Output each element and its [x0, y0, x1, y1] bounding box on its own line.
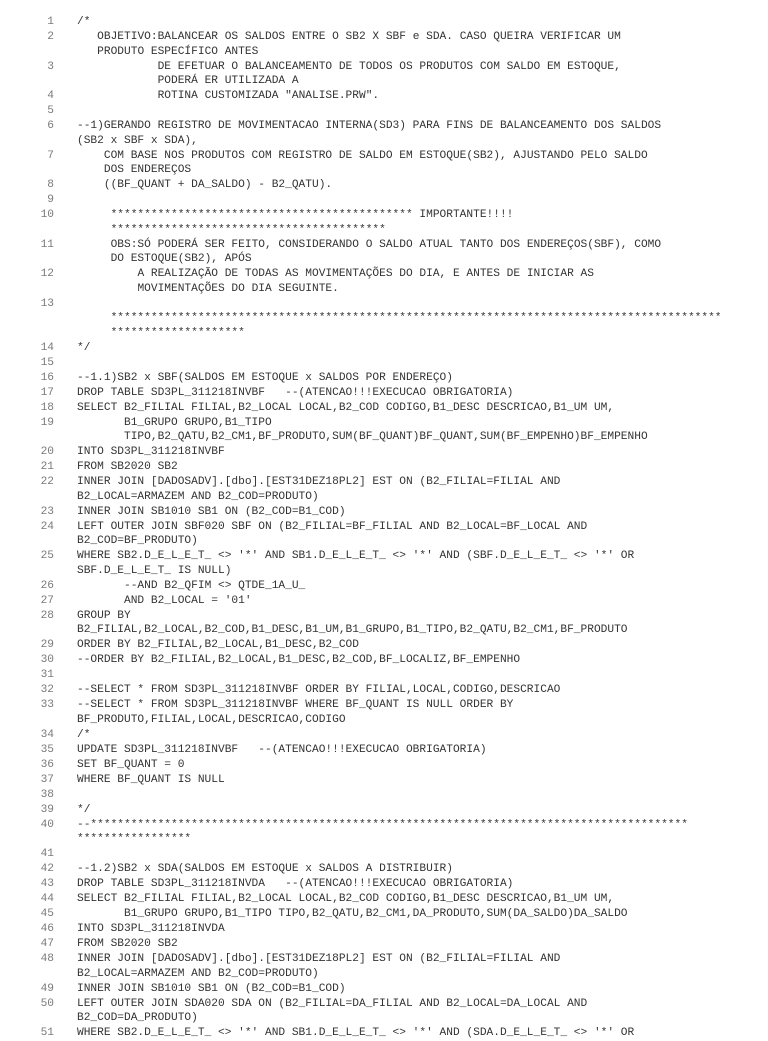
line-number: 15 — [40, 356, 54, 369]
code-line: OBS:SÓ PODERÁ SER FEITO, CONSIDERANDO O SALDO ATUAL TANTO DOS ENDEREÇOS(SBF), COMO DO ESTOQUE(SB2), APÓS — [110, 238, 662, 265]
code-line: GROUP BY B2_FILIAL,B2_LOCAL,B2_COD,B1_DESC,B1_UM,B1_GRUPO,B1_TIPO,B2_QATU,B2_CM1,BF_PRODUTO — [77, 609, 628, 636]
line-number: 33 — [40, 699, 54, 711]
code-line: /* — [77, 16, 91, 28]
line-number: 17 — [40, 386, 54, 399]
code-line: --ORDER BY B2_FILIAL,B2_LOCAL,B1_DESC,B2_COD,BF_LOCALIZ,BF_EMPENHO — [77, 654, 521, 666]
code-line: /* — [77, 728, 91, 741]
line-number: 8 — [47, 179, 54, 191]
line-number: 46 — [40, 923, 54, 935]
line-number: 51 — [40, 1027, 54, 1039]
line-number: 32 — [40, 684, 54, 696]
code-line: DROP TABLE SD3PL_311218INVBF --(ATENCAO!!!EXECUCAO OBRIGATORIA) — [77, 386, 514, 399]
code-line: INNER JOIN SB1010 SB1 ON (B2_COD=B1_COD) — [77, 505, 346, 518]
line-number: 39 — [40, 803, 54, 816]
line-number: 34 — [40, 728, 54, 741]
code-line: UPDATE SD3PL_311218INVBF --(ATENCAO!!!EXECUCAO OBRIGATORIA) — [77, 743, 487, 756]
code-line: ********************************************* IMPORTANTE!!!! ***************************************** — [110, 209, 514, 236]
line-number: 6 — [47, 120, 54, 132]
line-number: 18 — [40, 401, 54, 414]
code-line: COM BASE NOS PRODUTOS COM REGISTRO DE SALDO EM ESTOQUE(SB2), AJUSTANDO PELO SALDO DOS ENDEREÇOS — [103, 149, 648, 176]
line-number: 31 — [40, 669, 54, 681]
line-number: 2 — [47, 31, 54, 43]
line-number: 45 — [40, 908, 54, 920]
code-line: WHERE SB2.D_E_L_E_T_ <> '*' AND SB1.D_E_L_E_T_ <> '*' AND (SDA.D_E_L_E_T_ <> '*' OR — [77, 1027, 635, 1039]
line-number: 5 — [47, 105, 54, 117]
code-line: SELECT B2_FILIAL FILIAL,B2_LOCAL LOCAL,B2_COD CODIGO,B1_DESC DESCRICAO,B1_UM UM, — [77, 401, 615, 414]
code-line: ROTINA CUSTOMIZADA "ANALISE.PRW". — [77, 90, 380, 102]
code-line: --***************************************************************************************** ***************** — [77, 818, 688, 845]
line-number: 44 — [40, 893, 54, 905]
code-line: ORDER BY B2_FILIAL,B2_LOCAL,B1_DESC,B2_COD — [77, 639, 359, 651]
line-number: 41 — [40, 848, 54, 860]
line-number: 50 — [40, 997, 54, 1010]
line-number: 7 — [47, 149, 54, 162]
code-line: B1_GRUPO GRUPO,B1_TIPO TIPO,B2_QATU,B2_CM1,BF_PRODUTO,SUM(BF_QUANT)BF_QUANT,SUM(BF_EMPENHO)BF_EMPENHO — [124, 416, 648, 443]
code-line: OBJETIVO:BALANCEAR OS SALDOS ENTRE O SB2 X SBF e SDA. CASO QUEIRA VERIFICAR UM PRODUTO ESPECÍFICO ANTES — [97, 31, 621, 58]
code-line: FROM SB2020 SB2 — [77, 938, 178, 950]
line-number: 30 — [40, 654, 54, 666]
line-number: 27 — [40, 594, 54, 607]
line-number: 35 — [40, 743, 54, 756]
code-line: --1.1)SB2 x SBF(SALDOS EM ESTOQUE x SALDOS POR ENDEREÇO) — [77, 371, 453, 384]
line-number: 22 — [40, 476, 54, 488]
code-line: */ — [77, 341, 91, 354]
line-number: 16 — [40, 371, 54, 384]
code-line: A REALIZAÇÃO DE TODAS AS MOVIMENTAÇÕES DO DIA, E ANTES DE INICIAR AS MOVIMENTAÇÕES DO DIA SEGUINTE. — [137, 268, 594, 295]
code-line: LEFT OUTER JOIN SBF020 SBF ON (B2_FILIAL=BF_FILIAL AND B2_LOCAL=BF_LOCAL AND B2_COD=BF_PRODUTO) — [77, 520, 588, 547]
code-line: --1.2)SB2 x SDA(SALDOS EM ESTOQUE x SALDOS A DISTRIBUIR) — [77, 863, 453, 875]
line-number: 40 — [40, 818, 54, 831]
line-number: 37 — [40, 773, 54, 786]
line-number: 14 — [40, 341, 54, 354]
line-number: 47 — [40, 938, 54, 950]
line-number: 23 — [40, 505, 54, 518]
line-number: 3 — [47, 60, 54, 73]
line-number: 4 — [47, 90, 54, 102]
line-number: 10 — [40, 209, 54, 221]
code-line: INTO SD3PL_311218INVDA — [77, 923, 225, 935]
line-number: 26 — [40, 579, 54, 592]
code-line: --SELECT * FROM SD3PL_311218INVBF ORDER BY FILIAL,LOCAL,CODIGO,DESCRICAO — [77, 684, 561, 696]
code-line: ((BF_QUANT + DA_SALDO) - B2_QATU). — [77, 179, 333, 191]
code-line: */ — [77, 803, 91, 816]
line-number: 25 — [40, 550, 54, 562]
code-line: SET BF_QUANT = 0 — [77, 758, 185, 771]
line-number: 29 — [40, 639, 54, 651]
code-line: DE EFETUAR O BALANCEAMENTO DE TODOS OS PRODUTOS COM SALDO EM ESTOQUE, PODERÁ ER UTILIZADA A — [157, 60, 621, 87]
line-number: 20 — [40, 446, 54, 458]
code-line: DROP TABLE SD3PL_311218INVDA --(ATENCAO!!!EXECUCAO OBRIGATORIA) — [77, 878, 514, 890]
line-number: 49 — [40, 982, 54, 995]
line-number: 13 — [40, 297, 54, 310]
code-line: INTO SD3PL_311218INVBF — [77, 446, 225, 458]
line-number: 11 — [40, 238, 54, 251]
code-line: SELECT B2_FILIAL FILIAL,B2_LOCAL LOCAL,B2_COD CODIGO,B1_DESC DESCRICAO,B1_UM UM, — [77, 893, 615, 905]
line-number: 38 — [40, 788, 54, 801]
line-number: 1 — [47, 16, 54, 28]
code-line: B1_GRUPO GRUPO,B1_TIPO TIPO,B2_QATU,B2_CM1,DA_PRODUTO,SUM(DA_SALDO)DA_SALDO — [77, 908, 628, 920]
line-number: 43 — [40, 878, 54, 890]
code-line: WHERE SB2.D_E_L_E_T_ <> '*' AND SB1.D_E_L_E_T_ <> '*' AND (SBF.D_E_L_E_T_ <> '*' OR SBF.D_E_L_E_T_ IS NULL) — [77, 550, 635, 577]
code-line: --SELECT * FROM SD3PL_311218INVBF WHERE BF_QUANT IS NULL ORDER BY BF_PRODUTO,FILIAL,LOCAL,DESCRICAO,CODIGO — [77, 699, 514, 726]
line-number: 48 — [40, 953, 54, 965]
line-number: 19 — [40, 416, 54, 429]
code-line: AND B2_LOCAL = '01' — [77, 594, 252, 607]
line-number: 12 — [40, 268, 54, 280]
line-number: 21 — [40, 461, 54, 473]
line-number: 36 — [40, 758, 54, 771]
line-number: 24 — [40, 520, 54, 533]
code-line: INNER JOIN SB1010 SB1 ON (B2_COD=B1_COD) — [77, 982, 346, 995]
code-line: FROM SB2020 SB2 — [77, 461, 178, 473]
code-line: ******************************************************************************************* ******************** — [110, 312, 722, 339]
line-number: 42 — [40, 863, 54, 875]
code-line: LEFT OUTER JOIN SDA020 SDA ON (B2_FILIAL=DA_FILIAL AND B2_LOCAL=DA_LOCAL AND B2_COD=DA_PRODUTO) — [77, 997, 588, 1024]
line-number: 28 — [40, 609, 54, 622]
code-line: INNER JOIN [DADOSADV].[dbo].[EST31DEZ18PL2] EST ON (B2_FILIAL=FILIAL AND B2_LOCAL=ARMAZEM AND B2_COD=PRODUTO) — [77, 476, 561, 503]
code-line: --AND B2_QFIM <> QTDE_1A_U_ — [77, 579, 306, 592]
code-line: WHERE BF_QUANT IS NULL — [77, 773, 225, 786]
code-line: INNER JOIN [DADOSADV].[dbo].[EST31DEZ18PL2] EST ON (B2_FILIAL=FILIAL AND B2_LOCAL=ARMAZEM AND B2_COD=PRODUTO) — [77, 953, 561, 980]
line-number: 9 — [47, 194, 54, 206]
code-line: --1)GERANDO REGISTRO DE MOVIMENTACAO INTERNA(SD3) PARA FINS DE BALANCEAMENTO DOS SALDOS (SB2 x SBF x SDA), — [77, 120, 662, 147]
